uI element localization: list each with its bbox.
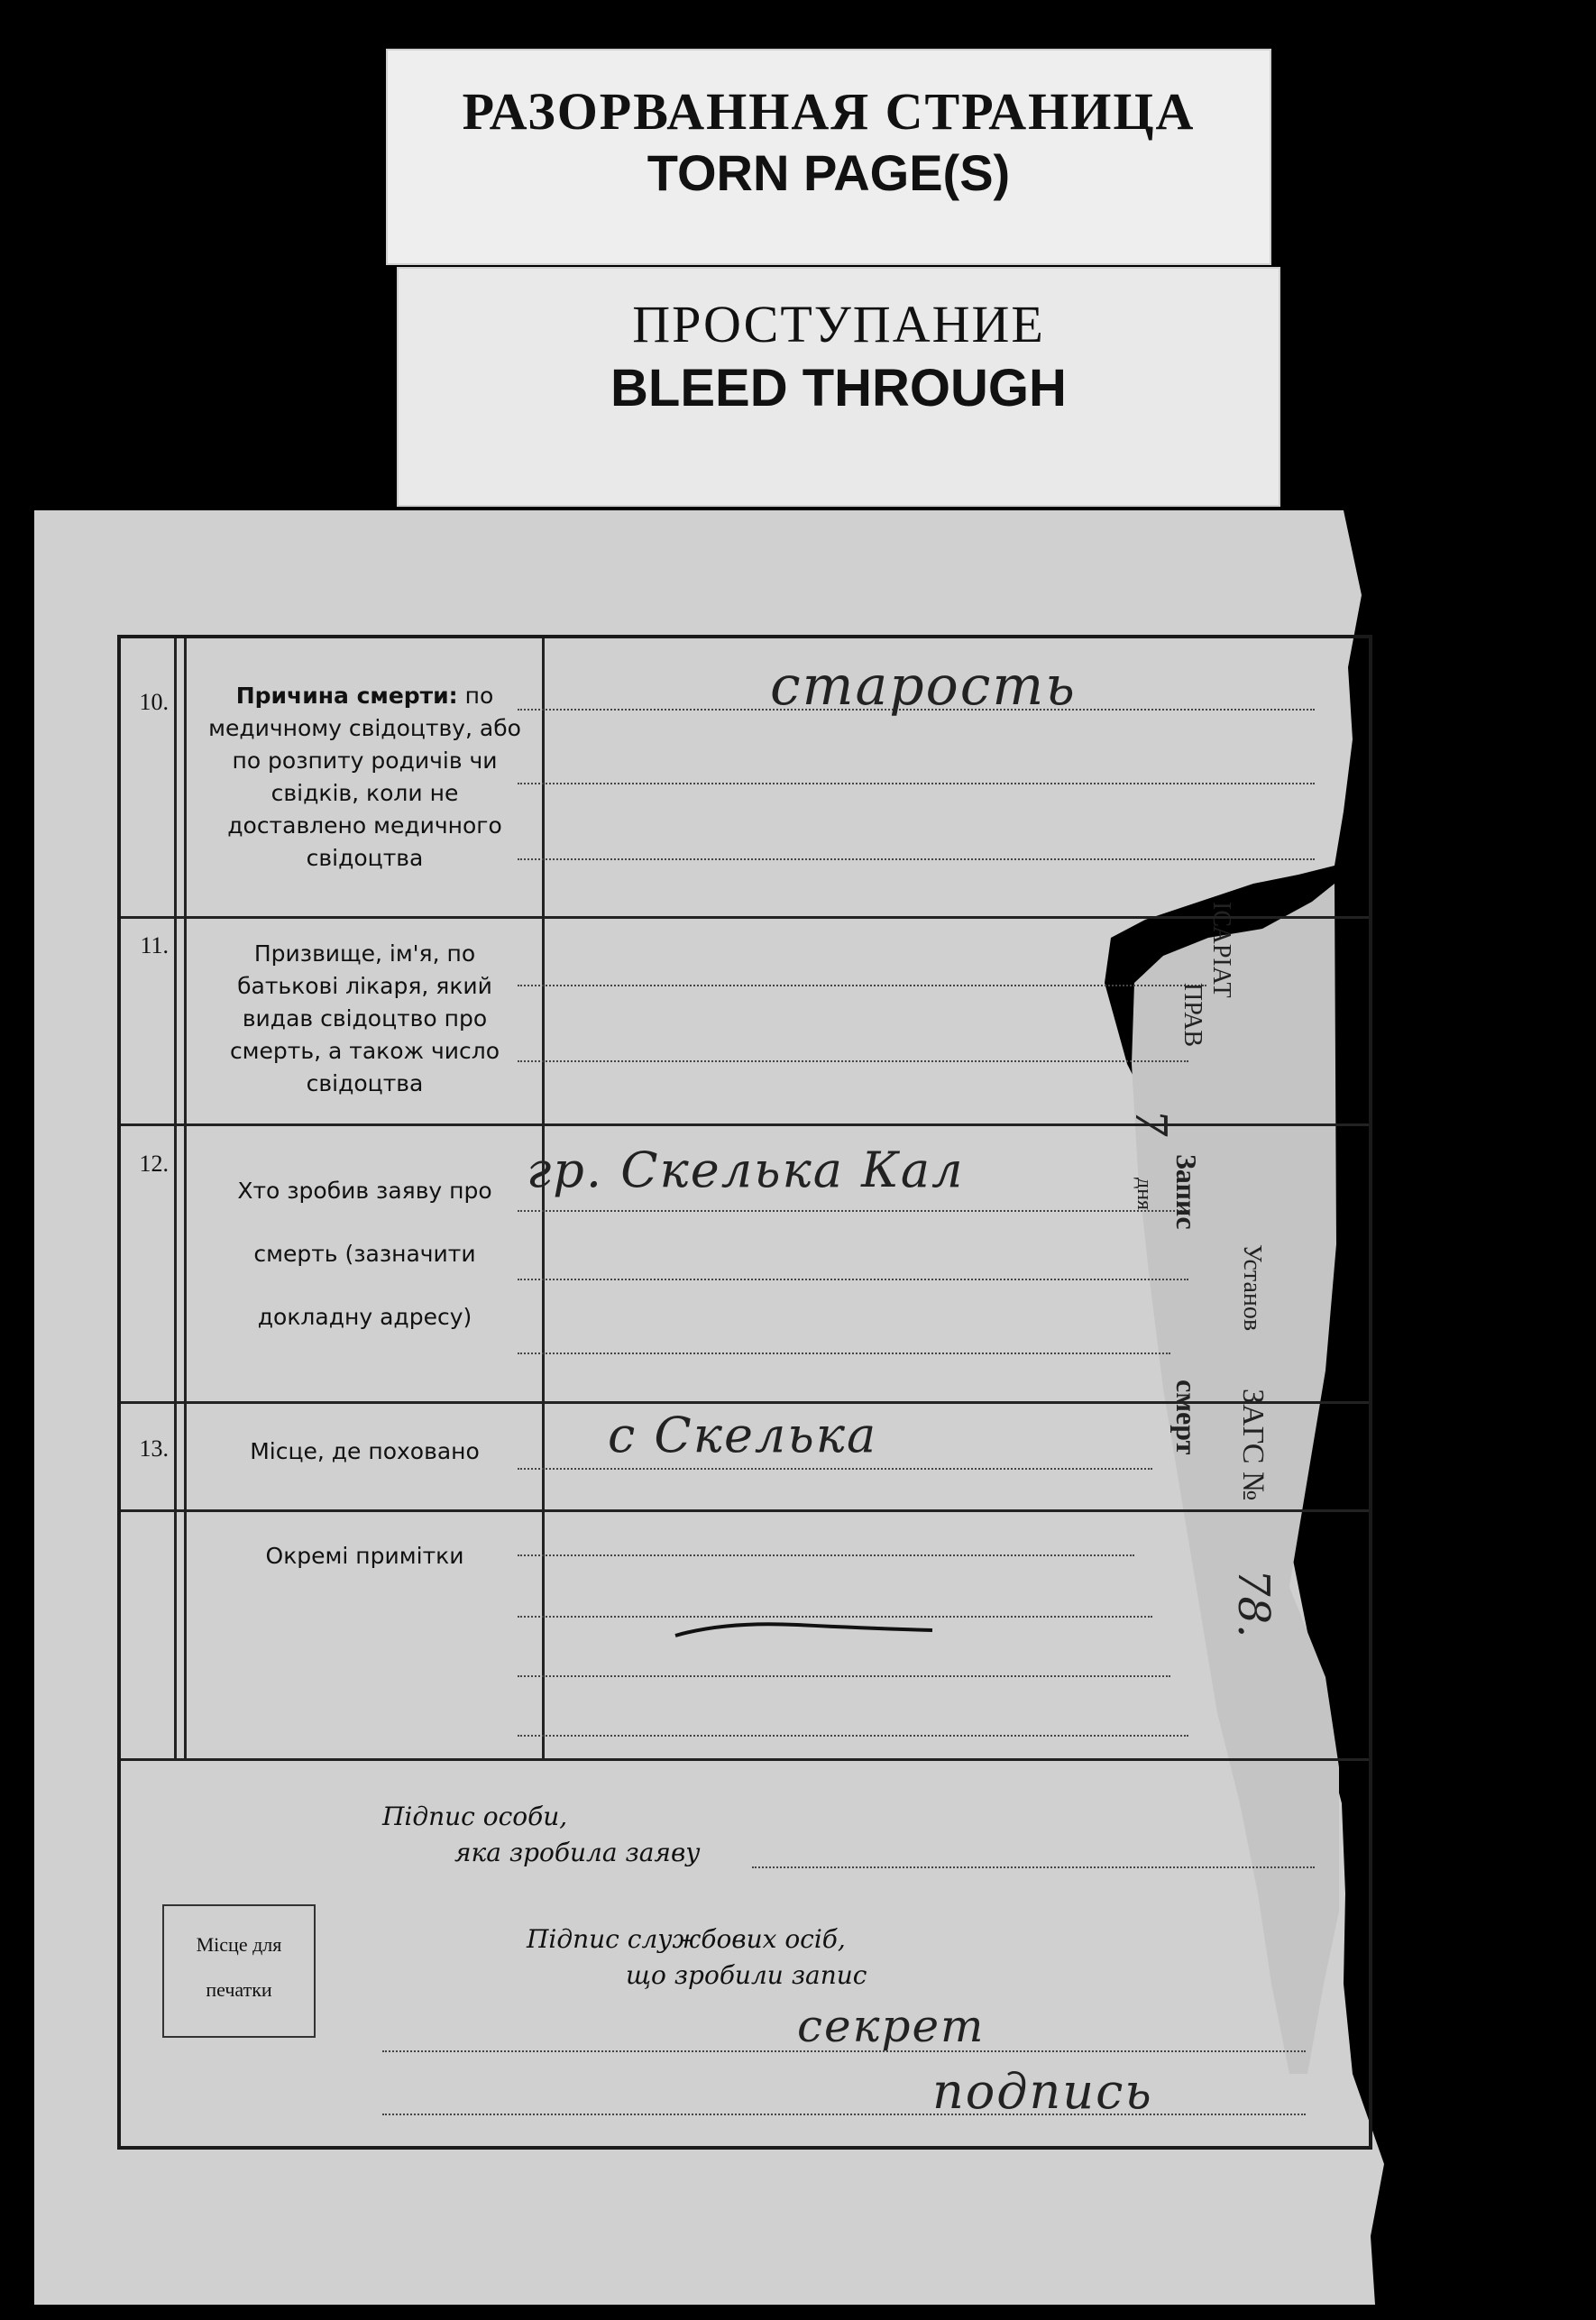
- stamp-place-box: [162, 1904, 316, 2038]
- row-number: 11.: [121, 916, 177, 1123]
- signature-officials-label-1: Підпис службових осіб,: [527, 1924, 846, 1954]
- stamp-place-label-2: печатки: [206, 1978, 272, 2001]
- dotted-line: [518, 1735, 1188, 1737]
- row-number-divider: [179, 1123, 187, 1401]
- row-label-text: Призвище, ім'я, по батькові лікаря, який видав свідоцтво про смерть, а також число свідоцтва: [229, 940, 500, 1096]
- row-label-bold: Причина смерти:: [235, 683, 458, 709]
- handwritten-declarant: гр. Скелька Кал: [527, 1142, 965, 1198]
- signature-officials-line-2: [382, 2114, 1306, 2115]
- stamp-place-label-1: Місце для: [196, 1933, 282, 1956]
- dotted-line: [518, 1353, 1170, 1354]
- row-number-divider: [179, 1509, 187, 1758]
- row-cause-of-death: [121, 638, 1369, 919]
- row-label: [188, 1401, 545, 1509]
- row-number: 12.: [121, 1123, 177, 1401]
- stub-text-prav: ПРАВ: [1179, 983, 1206, 1048]
- dotted-line: [518, 1675, 1170, 1677]
- signature-person-label-1: Підпис особи,: [382, 1802, 568, 1831]
- row-number-divider: [179, 1401, 187, 1509]
- stub-text-commissariat: ІСАРІАТ: [1207, 902, 1235, 998]
- stub-day-handwritten: 7: [1125, 1109, 1176, 1137]
- stub-text-smert: смерт: [1170, 1380, 1203, 1455]
- handwritten-signature-2: подпись: [932, 2063, 1153, 2120]
- signature-person-label-2: яка зробила заяву: [454, 1838, 701, 1867]
- row-number-divider: [179, 916, 187, 1123]
- row-label-text: Місце, де поховано: [250, 1438, 480, 1464]
- bleed-through-en-label: BLEED THROUGH: [610, 359, 1067, 417]
- row-number: 13.: [121, 1401, 177, 1509]
- bleed-through-ru-label: ПРОСТУПАНИЕ: [632, 295, 1045, 353]
- torn-page-en-label: TORN PAGE(S): [647, 144, 1011, 201]
- row-label: [188, 1509, 545, 1758]
- handwritten-dash: [671, 1618, 941, 1645]
- dotted-line: [518, 1210, 1188, 1212]
- row-number: 10.: [121, 638, 177, 916]
- row-label-text: по медичному свідоцтву, або по розпиту родичів чи свідків, коли не доставлено медичного свідоцтва: [208, 683, 521, 871]
- stub-text-zapis: Запис: [1170, 1154, 1203, 1230]
- dotted-line: [518, 783, 1315, 784]
- row-number-divider: [179, 638, 187, 916]
- torn-stub: [1125, 902, 1342, 1713]
- row-label-text: Окремі примітки: [265, 1543, 464, 1569]
- stub-text-ustanov: Установ: [1238, 1244, 1266, 1332]
- dotted-line: [518, 1554, 1134, 1556]
- stub-text-zags: ЗАГС №: [1236, 1389, 1270, 1501]
- stub-record-number: 78.: [1228, 1569, 1279, 1638]
- row-number: [121, 1509, 177, 1758]
- dotted-line: [518, 1279, 1188, 1280]
- torn-page-ru-label: РАЗОРВАННАЯ СТРАНИЦА: [462, 82, 1196, 141]
- dotted-line: [518, 985, 1206, 986]
- row-label: [188, 638, 545, 916]
- handwritten-burial-place: с Скелька: [608, 1407, 878, 1463]
- handwritten-cause: старость: [770, 655, 1077, 718]
- dotted-line: [518, 1468, 1152, 1470]
- signature-person-line: [752, 1866, 1315, 1868]
- row-label-text: Хто зробив заяву про смерть (зазначити докладну адресу): [237, 1178, 492, 1330]
- handwritten-signature-1: секрет: [797, 2000, 986, 2052]
- dotted-line: [518, 858, 1315, 860]
- row-label: [188, 916, 545, 1123]
- row-label: [188, 1123, 545, 1401]
- signature-officials-label-2: що зробили запис: [626, 1960, 867, 1990]
- stub-dnia: дня: [1133, 1178, 1156, 1211]
- dotted-line: [518, 1060, 1188, 1062]
